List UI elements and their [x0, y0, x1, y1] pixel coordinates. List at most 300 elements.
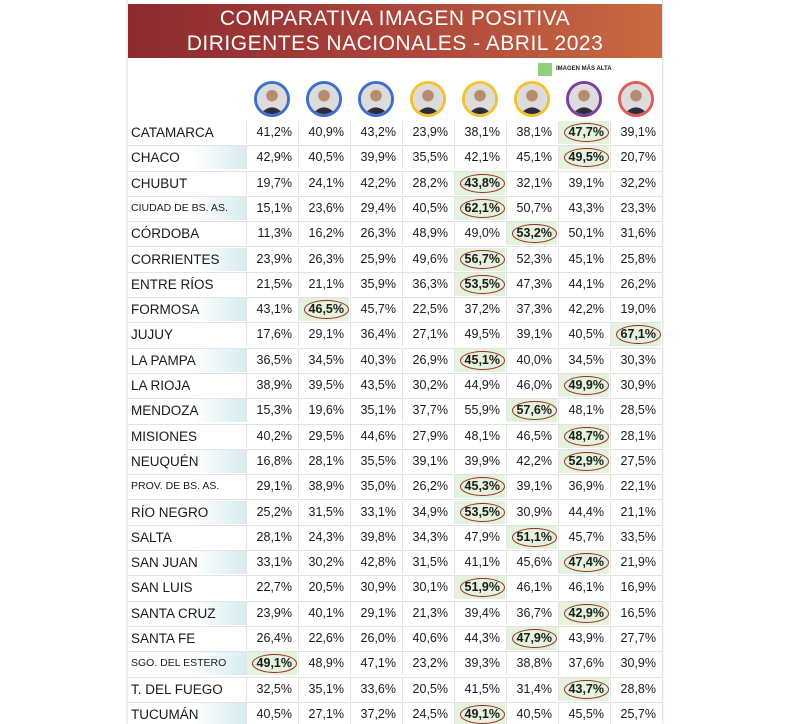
rating-cell: [246, 349, 297, 372]
rating-value: 38,1%: [464, 125, 500, 139]
table-row: [128, 703, 662, 724]
rating-value: 44,9%: [464, 378, 500, 392]
rating-value: 20,5%: [412, 681, 448, 696]
rating-value: 32,5%: [256, 681, 292, 696]
table-row: [128, 374, 662, 397]
rating-value: 42,2%: [568, 302, 604, 317]
rating-value: 45,7%: [568, 529, 604, 544]
rating-value: 15,1%: [256, 200, 292, 215]
highest-rating-cell: [454, 248, 505, 271]
province-label: CIUDAD DE BS. AS.: [128, 197, 246, 220]
rating-value: 45,5%: [568, 706, 604, 721]
highest-rating-cell: [506, 222, 557, 245]
rating-cell: [610, 551, 661, 574]
rating-value: 22,1%: [620, 479, 656, 494]
rating-cell: [350, 121, 401, 144]
rating-value: 41,2%: [256, 125, 292, 139]
rating-value: 30,9%: [516, 504, 552, 519]
rating-cell: [610, 197, 661, 220]
rating-value: 43,1%: [256, 302, 292, 317]
province-label: CORRIENTES: [128, 248, 246, 271]
rating-value: 26,9%: [412, 352, 448, 367]
highest-rating-cell: [298, 298, 349, 321]
province-label: SGO. DEL ESTERO: [128, 652, 246, 675]
rating-value: 53,5%: [460, 275, 505, 294]
rating-value: 40,5%: [568, 327, 604, 342]
rating-cell: [402, 501, 453, 524]
rating-cell: [298, 501, 349, 524]
highest-rating-cell: [558, 602, 609, 625]
rating-value: 39,9%: [360, 150, 396, 165]
rating-cell: [350, 273, 401, 296]
rating-value: 39,1%: [516, 479, 552, 494]
rating-cell: [454, 526, 505, 549]
rating-value: 43,2%: [360, 125, 396, 139]
rating-value: 42,9%: [256, 150, 292, 165]
rating-cell: [610, 248, 661, 271]
rating-value: 34,9%: [412, 504, 448, 519]
title-line-2: DIRIGENTES NACIONALES - ABRIL 2023: [186, 32, 604, 55]
rating-cell: [246, 501, 297, 524]
rating-value: 21,5%: [256, 276, 292, 291]
rating-value: 21,3%: [412, 605, 448, 620]
rating-cell: [610, 399, 661, 422]
highest-rating-cell: [558, 551, 609, 574]
rating-value: 31,5%: [308, 504, 344, 519]
table-row: [128, 298, 662, 321]
rating-value: 42,2%: [360, 175, 396, 190]
rating-cell: [246, 248, 297, 271]
highest-rating-cell: [558, 450, 609, 473]
rating-cell: [454, 146, 505, 169]
rating-cell: [350, 627, 401, 650]
rating-value: 42,2%: [516, 453, 552, 468]
rating-value: 28,1%: [256, 529, 292, 544]
rating-value: 40,9%: [308, 125, 344, 139]
table-row: [128, 399, 662, 422]
rating-value: 31,6%: [620, 226, 656, 241]
rating-cell: [558, 576, 609, 599]
rating-cell: [558, 197, 609, 220]
rating-cell: [246, 627, 297, 650]
table-row: [128, 349, 662, 372]
rating-cell: [506, 172, 557, 195]
rating-cell: [298, 425, 349, 448]
rating-cell: [298, 551, 349, 574]
table-row: [128, 197, 662, 220]
highest-rating-cell: [454, 501, 505, 524]
rating-cell: [402, 374, 453, 397]
rating-value: 40,0%: [516, 352, 552, 367]
rating-value: 25,8%: [620, 251, 656, 266]
rating-value: 32,2%: [620, 175, 656, 190]
rating-cell: [350, 703, 401, 724]
rating-value: 22,7%: [256, 580, 292, 595]
rating-value: 45,1%: [568, 251, 604, 266]
rating-value: 51,9%: [460, 578, 505, 597]
highest-rating-cell: [454, 475, 505, 498]
rating-cell: [298, 197, 349, 220]
rating-cell: [506, 121, 557, 144]
rating-cell: [402, 298, 453, 321]
rating-cell: [610, 475, 661, 498]
comparison-card: [128, 0, 662, 724]
rating-cell: [246, 172, 297, 195]
rating-cell: [350, 551, 401, 574]
province-label: SANTA CRUZ: [128, 602, 246, 625]
rating-cell: [454, 121, 505, 144]
rating-value: 37,7%: [412, 403, 448, 418]
highest-rating-cell: [506, 627, 557, 650]
rating-cell: [558, 222, 609, 245]
rating-value: 23,9%: [256, 251, 292, 266]
rating-cell: [402, 576, 453, 599]
rating-value: 26,3%: [308, 251, 344, 266]
rating-cell: [402, 551, 453, 574]
rating-value: 24,3%: [308, 529, 344, 544]
legend-label: IMAGEN MÁS ALTA: [556, 66, 612, 72]
rating-value: 17,6%: [256, 327, 292, 342]
table-row: [128, 172, 662, 195]
politician-portrait-icon: [410, 81, 446, 117]
rating-cell: [402, 197, 453, 220]
rating-cell: [402, 146, 453, 169]
highest-rating-cell: [558, 425, 609, 448]
rating-cell: [558, 172, 609, 195]
rating-value: 30,2%: [308, 555, 344, 570]
rating-value: 25,2%: [256, 504, 292, 519]
province-label: SALTA: [131, 529, 172, 545]
rating-cell: [350, 197, 401, 220]
rating-cell: [350, 146, 401, 169]
rating-value: 23,9%: [412, 125, 448, 139]
rating-cell: [558, 298, 609, 321]
rating-value: 48,1%: [568, 403, 604, 418]
rating-value: 25,9%: [360, 251, 396, 266]
rating-cell: [558, 273, 609, 296]
highest-rating-cell: [558, 678, 609, 701]
highest-rating-cell: [454, 576, 505, 599]
rating-value: 39,1%: [412, 453, 448, 468]
rating-cell: [246, 197, 297, 220]
rating-cell: [454, 450, 505, 473]
rating-cell: [246, 399, 297, 422]
rating-cell: [402, 703, 453, 724]
rating-value: 19,0%: [620, 302, 656, 317]
rating-value: 30,9%: [620, 378, 656, 392]
rating-value: 38,9%: [308, 479, 344, 494]
rating-value: 43,7%: [564, 680, 609, 699]
rating-cell: [298, 576, 349, 599]
rating-value: 37,6%: [568, 656, 604, 671]
rating-value: 28,5%: [620, 403, 656, 418]
politician-portrait-icon: [618, 81, 654, 117]
rating-value: 50,1%: [568, 226, 604, 241]
rating-value: 43,8%: [460, 174, 505, 193]
rating-cell: [246, 602, 297, 625]
rating-value: 44,3%: [464, 631, 500, 645]
rating-cell: [610, 349, 661, 372]
rating-value: 33,1%: [360, 504, 396, 519]
highest-rating-cell: [506, 526, 557, 549]
rating-value: 23,3%: [620, 200, 656, 215]
rating-value: 28,1%: [620, 428, 656, 443]
rating-cell: [298, 349, 349, 372]
rating-cell: [506, 273, 557, 296]
rating-cell: [350, 399, 401, 422]
rating-value: 46,5%: [304, 300, 349, 319]
rating-value: 15,3%: [256, 403, 292, 418]
rating-cell: [506, 323, 557, 346]
rating-value: 16,8%: [256, 453, 292, 468]
highest-rating-cell: [506, 399, 557, 422]
rating-value: 26,3%: [360, 226, 396, 241]
rating-cell: [246, 298, 297, 321]
rating-cell: [350, 576, 401, 599]
rating-cell: [454, 323, 505, 346]
rating-value: 27,1%: [308, 706, 344, 721]
rating-cell: [298, 475, 349, 498]
rating-value: 11,3%: [257, 226, 292, 241]
rating-cell: [506, 551, 557, 574]
province-label: CÓRDOBA: [131, 226, 200, 242]
rating-value: 45,1%: [460, 351, 505, 370]
rating-cell: [558, 399, 609, 422]
rating-value: 36,3%: [412, 276, 448, 291]
rating-value: 49,6%: [412, 251, 448, 266]
rating-value: 40,5%: [308, 150, 344, 165]
rating-value: 40,2%: [256, 428, 292, 443]
rating-value: 20,7%: [620, 150, 656, 165]
rating-cell: [506, 678, 557, 701]
rating-value: 45,1%: [516, 150, 552, 165]
rating-value: 22,5%: [412, 302, 448, 317]
rating-value: 30,9%: [360, 580, 396, 595]
rating-cell: [246, 273, 297, 296]
rating-cell: [246, 703, 297, 724]
rating-cell: [246, 222, 297, 245]
highest-rating-cell: [558, 121, 609, 144]
rating-value: 46,1%: [568, 580, 604, 595]
rating-cell: [610, 425, 661, 448]
rating-cell: [246, 146, 297, 169]
rating-cell: [350, 602, 401, 625]
rating-value: 27,5%: [620, 453, 656, 468]
rating-cell: [402, 450, 453, 473]
rating-value: 43,9%: [568, 631, 604, 645]
rating-value: 46,5%: [516, 428, 552, 443]
table-row: [128, 273, 662, 296]
highest-rating-cell: [454, 172, 505, 195]
table-row: [128, 501, 662, 524]
rating-cell: [246, 374, 297, 397]
rating-value: 28,8%: [620, 681, 656, 696]
rating-cell: [454, 222, 505, 245]
province-label: MENDOZA: [128, 399, 246, 422]
rating-cell: [506, 475, 557, 498]
rating-value: 43,3%: [568, 200, 604, 215]
rating-cell: [298, 652, 349, 675]
rating-value: 19,7%: [256, 175, 292, 190]
rating-value: 35,5%: [412, 150, 448, 165]
rating-cell: [506, 298, 557, 321]
rating-cell: [506, 652, 557, 675]
rating-value: 49,1%: [460, 705, 505, 724]
rating-value: 44,6%: [360, 428, 396, 443]
province-label: CATAMARCA: [131, 125, 214, 140]
table-row: [128, 475, 662, 498]
rating-cell: [350, 678, 401, 701]
table-row: [128, 576, 662, 599]
highest-rating-cell: [454, 197, 505, 220]
rating-cell: [246, 551, 297, 574]
rating-value: 39,1%: [568, 175, 604, 190]
rating-cell: [402, 475, 453, 498]
rating-value: 37,2%: [360, 706, 396, 721]
rating-cell: [298, 602, 349, 625]
rating-value: 39,1%: [516, 327, 552, 342]
rating-value: 45,3%: [460, 477, 505, 496]
rating-cell: [298, 678, 349, 701]
rating-value: 22,6%: [308, 631, 344, 645]
rating-cell: [350, 652, 401, 675]
rating-value: 56,7%: [460, 250, 505, 269]
highest-rating-cell: [454, 273, 505, 296]
rating-cell: [298, 273, 349, 296]
rating-value: 26,0%: [360, 631, 396, 645]
rating-value: 30,1%: [412, 580, 448, 595]
rating-cell: [402, 248, 453, 271]
rating-value: 36,9%: [568, 479, 604, 494]
rating-value: 45,7%: [360, 302, 396, 317]
rating-value: 49,5%: [464, 327, 500, 342]
province-label: JUJUY: [131, 327, 174, 343]
rating-cell: [246, 450, 297, 473]
province-label: RÍO NEGRO: [128, 501, 246, 524]
rating-cell: [350, 298, 401, 321]
legend: [538, 62, 612, 76]
politician-portrait-icon: [358, 81, 394, 117]
province-label: TUCUMÁN: [128, 703, 246, 724]
rating-cell: [454, 627, 505, 650]
rating-cell: [558, 526, 609, 549]
rating-value: 30,2%: [412, 378, 448, 392]
rating-cell: [610, 374, 661, 397]
rating-cell: [298, 627, 349, 650]
rating-value: 27,1%: [412, 327, 448, 342]
rating-cell: [350, 323, 401, 346]
politician-portrait-icon: [566, 81, 602, 117]
rating-value: 26,4%: [256, 631, 292, 645]
rating-value: 41,1%: [464, 555, 500, 570]
rating-value: 39,5%: [308, 378, 344, 392]
rating-cell: [506, 146, 557, 169]
rating-cell: [298, 222, 349, 245]
rating-value: 47,3%: [516, 276, 552, 291]
rating-value: 53,2%: [512, 224, 557, 243]
rating-cell: [610, 576, 661, 599]
rating-value: 28,2%: [412, 175, 448, 190]
rating-value: 20,5%: [308, 580, 344, 595]
table-row: [128, 248, 662, 271]
rating-cell: [610, 678, 661, 701]
rating-cell: [350, 172, 401, 195]
politician-portrait-icon: [462, 81, 498, 117]
rating-cell: [506, 197, 557, 220]
rating-value: 40,5%: [412, 200, 448, 215]
table-row: [128, 526, 662, 549]
rating-cell: [246, 425, 297, 448]
rating-cell: [610, 602, 661, 625]
rating-value: 52,9%: [564, 452, 609, 471]
rating-cell: [246, 475, 297, 498]
province-label: ENTRE RÍOS: [131, 276, 214, 292]
rating-value: 49,1%: [252, 654, 297, 673]
rating-value: 48,9%: [308, 656, 344, 671]
province-label: SAN JUAN: [128, 551, 246, 574]
province-label: LA PAMPA: [128, 349, 246, 372]
rating-cell: [298, 399, 349, 422]
rating-cell: [610, 172, 661, 195]
rating-value: 39,8%: [360, 529, 396, 544]
rating-value: 21,9%: [620, 555, 656, 570]
province-label: NEUQUÉN: [128, 450, 246, 473]
rating-cell: [298, 374, 349, 397]
table-row: [128, 121, 662, 144]
rating-cell: [506, 602, 557, 625]
rating-cell: [402, 602, 453, 625]
rating-value: 25,7%: [620, 706, 656, 721]
rating-value: 53,5%: [460, 503, 505, 522]
rating-value: 44,1%: [568, 276, 604, 291]
rating-cell: [610, 501, 661, 524]
rating-cell: [402, 627, 453, 650]
rating-cell: [402, 652, 453, 675]
rating-value: 29,4%: [360, 200, 396, 215]
rating-cell: [610, 703, 661, 724]
table-row: [128, 678, 662, 701]
rating-cell: [506, 425, 557, 448]
rating-value: 29,1%: [256, 479, 292, 494]
rating-cell: [350, 475, 401, 498]
province-label: CHACO: [128, 146, 246, 169]
title-line-1: COMPARATIVA IMAGEN POSITIVA: [219, 7, 571, 30]
legend-swatch: [538, 63, 552, 76]
rating-cell: [558, 627, 609, 650]
rating-value: 37,2%: [464, 302, 500, 317]
rating-value: 34,5%: [308, 352, 344, 367]
rating-value: 30,9%: [620, 656, 656, 671]
rating-cell: [558, 652, 609, 675]
rating-cell: [610, 146, 661, 169]
rating-value: 28,1%: [308, 453, 344, 468]
rating-value: 50,7%: [516, 200, 552, 215]
rating-cell: [454, 652, 505, 675]
rating-value: 37,3%: [516, 302, 552, 317]
rating-cell: [402, 425, 453, 448]
rating-cell: [610, 652, 661, 675]
rating-value: 32,1%: [516, 175, 552, 190]
politician-portrait-icon: [306, 81, 342, 117]
rating-value: 35,9%: [360, 276, 396, 291]
rating-cell: [558, 248, 609, 271]
table-row: [128, 602, 662, 625]
rating-value: 51,1%: [512, 528, 557, 547]
rating-cell: [454, 374, 505, 397]
rating-cell: [298, 703, 349, 724]
rating-cell: [298, 121, 349, 144]
table-row: [128, 425, 662, 448]
